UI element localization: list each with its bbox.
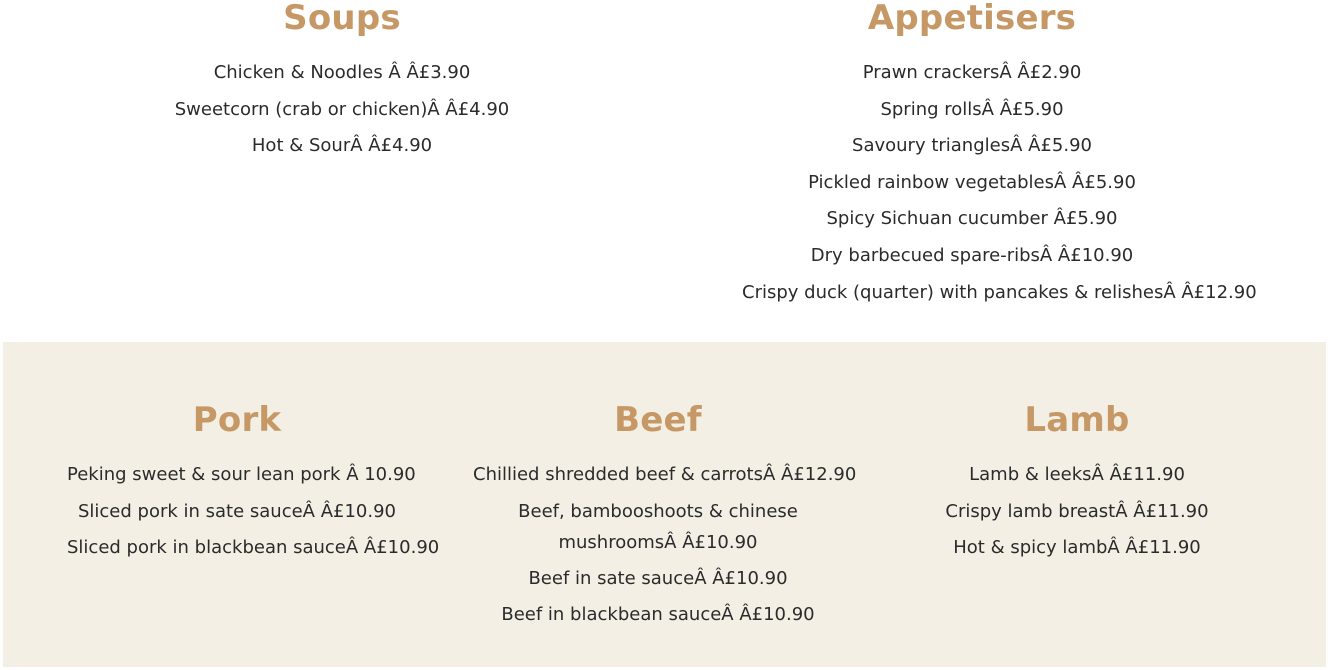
menu-item: Hot & SourÂ Â£4.90 (251, 135, 433, 157)
bottom-menu-band (3, 342, 1326, 667)
menu-item: Sliced pork in blackbean sauceÂ Â£10.90 (67, 537, 440, 559)
menu-item: Chillied shredded beef & carrotsÂ Â£12.90 (473, 464, 857, 485)
appetisers-column (742, 0, 1257, 311)
lamb-item-list (907, 457, 1247, 567)
appetisers-heading: Appetisers (867, 0, 1077, 38)
menu-item: Beef, bambooshoots & chinese mushroomsÂ Â£10.90 (518, 500, 798, 553)
menu-item: Lamb & leeksÂ Â£11.90 (969, 464, 1185, 485)
menu-item: Sliced pork in sate sauceÂ Â£10.90 (77, 500, 397, 522)
menu-item: Pickled rainbow vegetablesÂ Â£5.90 (808, 171, 1136, 193)
soups-column (112, 0, 572, 165)
menu-item: Peking sweet & sour lean pork Â 10.90 (67, 464, 416, 485)
menu-item: Savoury trianglesÂ Â£5.90 (852, 135, 1092, 157)
menu-item: Chicken & Noodles Â Â£3.90 (213, 62, 471, 83)
menu-item: Crispy lamb breastÂ Â£11.90 (945, 500, 1209, 522)
menu-item: Beef in sate sauceÂ Â£10.90 (528, 567, 788, 589)
beef-heading: Beef (614, 400, 702, 440)
pork-item-list (67, 457, 440, 567)
menu-item: Beef in blackbean sauceÂ Â£10.90 (501, 604, 815, 626)
beef-item-list (473, 457, 857, 634)
menu-item: Crispy duck (quarter) with pancakes & relishesÂ Â£12.90 (742, 281, 1257, 303)
pork-heading: Pork (192, 400, 282, 440)
lamb-heading: Lamb (1024, 400, 1130, 440)
beef-column (473, 400, 857, 634)
menu-item: Dry barbecued spare-ribsÂ Â£10.90 (810, 244, 1134, 266)
pork-column (67, 400, 440, 567)
soups-item-list (112, 55, 572, 165)
appetisers-item-list (742, 55, 1257, 311)
menu-item: Prawn crackersÂ Â£2.90 (862, 62, 1082, 83)
soups-heading: Soups (283, 0, 401, 38)
menu-item: Sweetcorn (crab or chicken)Â Â£4.90 (174, 98, 510, 120)
menu-item: Spicy Sichuan cucumber Â£5.90 (826, 208, 1118, 230)
menu-item: Hot & spicy lambÂ Â£11.90 (953, 537, 1201, 559)
menu-item: Spring rollsÂ Â£5.90 (880, 98, 1064, 120)
lamb-column (907, 402, 1247, 567)
